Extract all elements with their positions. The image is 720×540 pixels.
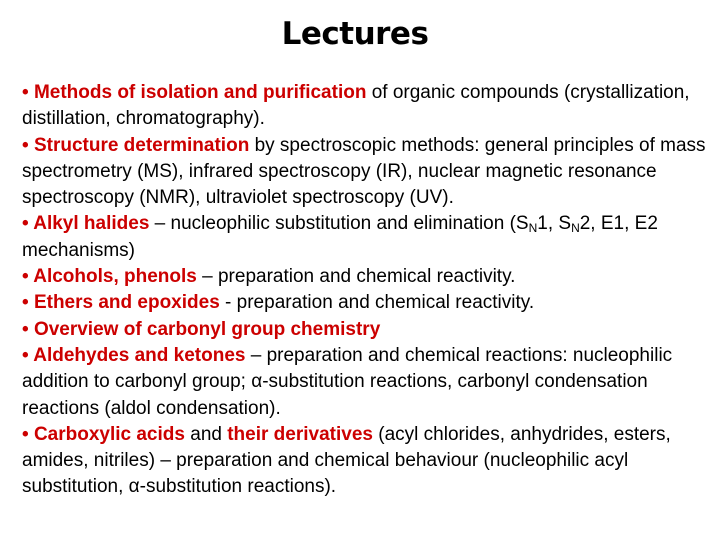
subscript: N <box>528 221 538 236</box>
bullet: • <box>22 134 34 156</box>
topic-heading: Ethers and epoxides <box>33 292 220 314</box>
topic-text: – preparation and chemical reactions: nucleophilic addition to carbonyl group; α-substitution reactions, carbonyl condensation reactions (aldol condensation). <box>22 344 673 419</box>
page-title: Lectures <box>281 16 429 52</box>
topic-text: 1, S <box>537 213 572 235</box>
bullet: • <box>22 82 34 103</box>
topic-text: - preparation and chemical reactivity. <box>219 292 535 314</box>
list-item <box>22 133 712 212</box>
list-item <box>22 422 712 501</box>
list-item <box>22 317 712 343</box>
bullet: • <box>22 344 34 366</box>
topic-text: – nucleophilic substitution and elimination (S <box>149 213 529 235</box>
list-item <box>22 80 712 133</box>
bullet: • <box>22 318 34 340</box>
list-item <box>22 211 712 264</box>
topic-heading: Structure determination <box>33 134 250 156</box>
topic-heading: Overview of carbonyl group chemistry <box>33 318 381 340</box>
bullet: • <box>22 292 34 314</box>
topic-heading: Alcohols, phenols <box>33 266 197 288</box>
list-item <box>22 290 712 316</box>
bullet: • <box>22 423 34 445</box>
list-item <box>22 343 712 422</box>
topic-heading: Carboxylic acids <box>33 423 185 445</box>
topic-heading: their derivatives <box>227 423 373 445</box>
topic-heading: Methods of isolation and purification <box>33 82 367 103</box>
topic-text: by spectroscopic methods: general principles of mass spectrometry (MS), infrared spectroscopy (IR), nuclear magnetic resonance spectroscopy (NMR), ultraviolet spectroscopy (UV). <box>22 134 706 209</box>
topic-text: 2, E1, E2 mechanisms) <box>22 213 658 261</box>
topic-text: and <box>184 423 228 445</box>
lecture-list <box>22 80 712 501</box>
topic-heading: Alkyl halides <box>33 213 150 235</box>
subscript: N <box>571 221 580 236</box>
bullet: • <box>22 213 34 235</box>
list-item <box>22 264 712 290</box>
topic-text: (acyl chlorides, anhydrides, esters, amides, nitriles) – preparation and chemical behaviour (nucleophilic acyl substitution, α-substitution reactions). <box>22 423 671 498</box>
topic-heading: Aldehydes and ketones <box>33 344 246 366</box>
topic-text: of organic compounds (crystallization, distillation, chromatography). <box>22 82 690 130</box>
topic-text: – preparation and chemical reactivity. <box>196 266 516 288</box>
bullet: • <box>22 266 34 288</box>
